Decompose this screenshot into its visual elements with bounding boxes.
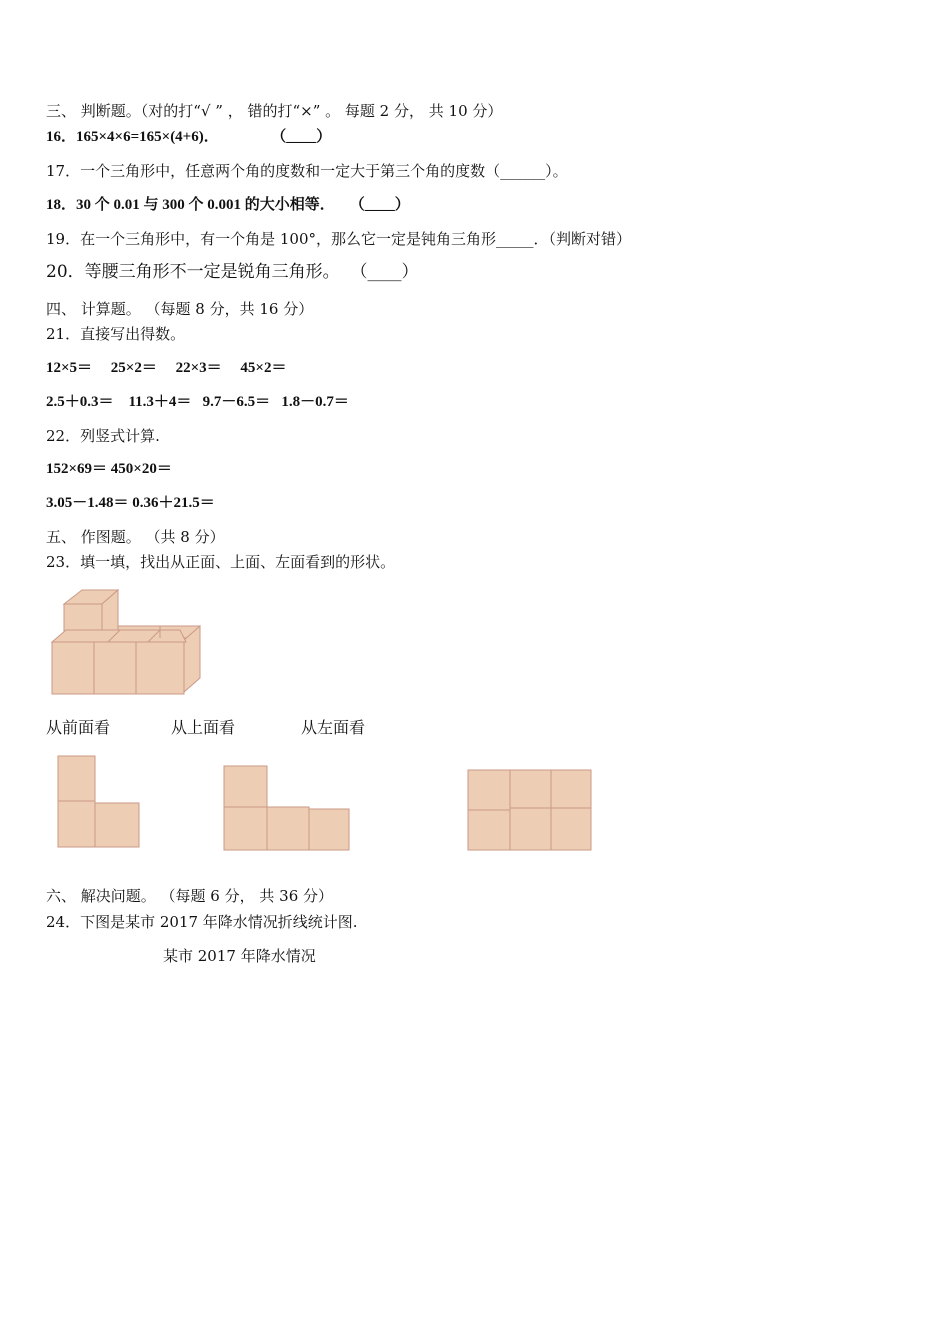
- question-21: 21．直接写出得数。: [46, 325, 186, 343]
- question-17: 17．一个三角形中，任意两个角的度数和一定大于第三个角的度数（______）。: [46, 162, 568, 180]
- question-24: 24．下图是某市 2017 年降水情况折线统计图.: [46, 913, 358, 931]
- question-22: 22．列竖式计算.: [46, 427, 160, 445]
- view-front-label: 从前面看: [46, 718, 111, 737]
- front-view-figure: [56, 755, 142, 851]
- top-view-figure: [222, 764, 352, 854]
- section-4-title: 四、 计算题。 （每题 8 分，共 16 分）: [46, 300, 314, 318]
- view-left-label: 从左面看: [301, 718, 366, 737]
- oral-calc-row-1: 12×5＝ 25×2＝ 22×3＝ 45×2＝: [46, 360, 287, 376]
- question-18: 18．30 个 0.01 与 300 个 0.001 的大小相等． （____）: [46, 197, 410, 213]
- question-23: 23．填一填，找出从正面、上面、左面看到的形状。: [46, 553, 396, 571]
- section-3-title: 三、 判断题。（对的打“√ ” ， 错的打“×” 。 每题 2 分， 共 10 分）: [46, 102, 503, 120]
- question-20: 20．等腰三角形不一定是锐角三角形。 （____）: [46, 262, 419, 282]
- question-16: 16．165×4×6=165×(4+6)． （____）: [46, 129, 332, 145]
- left-view-figure: [466, 767, 596, 853]
- oral-calc-row-2: 2.5＋0.3＝ 11.3＋4＝ 9.7－6.5＝ 1.8－0.7＝: [46, 394, 349, 410]
- section-6-title: 六、 解决问题。 （每题 6 分， 共 36 分）: [46, 887, 334, 905]
- section-5-title: 五、 作图题。 （共 8 分）: [46, 528, 225, 546]
- chart-title: 某市 2017 年降水情况: [163, 947, 316, 965]
- view-top-label: 从上面看: [171, 718, 236, 737]
- vertical-calc-row-1: 152×69＝ 450×20＝: [46, 461, 172, 477]
- vertical-calc-row-2: 3.05－1.48＝ 0.36＋21.5＝: [46, 495, 215, 511]
- question-19: 19．在一个三角形中，有一个角是 100°，那么它一定是钝角三角形_____．（判断对错）: [46, 230, 631, 248]
- cube-arrangement-figure: [48, 586, 208, 698]
